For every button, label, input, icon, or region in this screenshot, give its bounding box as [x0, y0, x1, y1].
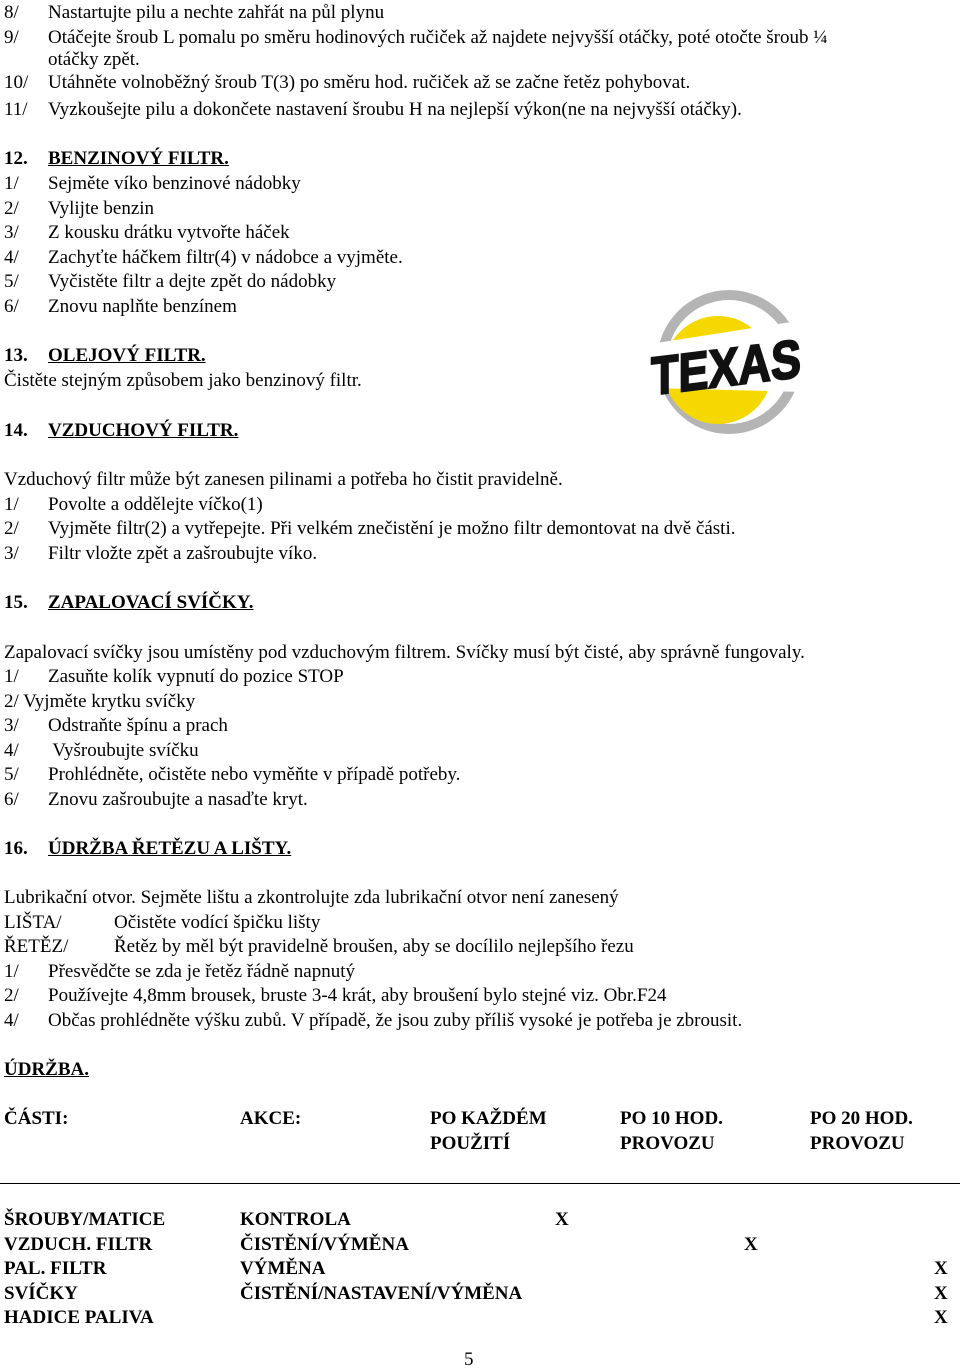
table-cell-mark: X — [934, 1283, 948, 1304]
list-item: 2/ Vyjměte filtr(2) a vytřepejte. Při velkém znečistění je možno filtr demontovat na dvě části. — [4, 518, 736, 539]
table-cell-action: ČISTĚNÍ/VÝMĚNA — [240, 1234, 409, 1255]
table-header: ČÁSTI: — [4, 1108, 69, 1129]
table-header: PO KAŽDÉM — [430, 1108, 547, 1129]
paragraph: Vzduchový filtr může být zanesen pilinami a potřeba ho čistit pravidelně. — [4, 469, 563, 490]
list-item: 9/ Otáčejte šroub L pomalu po směru hodinových ručiček až najdete nejvyšší otáčky, poté otočte šroub ¼ — [4, 27, 828, 48]
list-item: 1/ Povolte a oddělejte víčko(1) — [4, 494, 263, 515]
table-cell-part: VZDUCH. FILTR — [4, 1234, 153, 1255]
logo-text: TEXAS — [651, 325, 831, 408]
table-cell-part: ŠROUBY/MATICE — [4, 1209, 166, 1230]
list-item: 8/ Nastartujte pilu a nechte zahřát na půl plynu — [4, 2, 385, 23]
table-cell-action: VÝMĚNA — [240, 1258, 326, 1279]
section-heading-udrzba-retezu: 16. ÚDRŽBA ŘETĚZU A LIŠTY. — [4, 838, 292, 859]
list-item: 3/ Z kousku drátku vytvořte háček — [4, 222, 290, 243]
list-item: 5/ Prohlédněte, očistěte nebo vyměňte v případě potřeby. — [4, 764, 461, 785]
table-cell-mark: X — [744, 1234, 758, 1255]
table-header: PO 10 HOD. — [620, 1108, 723, 1129]
list-item: 4/ Vyšroubujte svíčku — [4, 740, 199, 761]
table-header: POUŽITÍ — [430, 1133, 511, 1154]
section-heading-vzduchovy-filtr: 14. VZDUCHOVÝ FILTR. — [4, 420, 239, 441]
list-item: ŘETĚZ/ Řetěz by měl být pravidelně broušen, aby se docílilo nejlepšího řezu — [4, 936, 634, 957]
list-item: 6/ Znovu naplňte benzínem — [4, 296, 237, 317]
list-item: 11/ Vyzkoušejte pilu a dokončete nastavení šroubu H na nejlepší výkon(ne na nejvyšší otáčky). — [4, 99, 742, 120]
list-item: LIŠTA/ Očistěte vodící špičku lišty — [4, 912, 321, 933]
list-item: 2/ Používejte 4,8mm brousek, bruste 3-4 krát, aby broušení bylo stejné viz. Obr.F24 — [4, 985, 667, 1006]
table-header: PO 20 HOD. — [810, 1108, 913, 1129]
maintenance-title: ÚDRŽBA. — [4, 1059, 89, 1080]
section-heading-olejovy-filtr: 13. OLEJOVÝ FILTR. — [4, 345, 206, 366]
table-header: PROVOZU — [810, 1133, 905, 1154]
list-item: 3/ Filtr vložte zpět a zašroubujte víko. — [4, 543, 318, 564]
list-item: 4/ Občas prohlédněte výšku zubů. V případě, že jsou zuby příliš vysoké je potřeba je zbrousit. — [4, 1010, 743, 1031]
list-item: 2/ Vylijte benzin — [4, 198, 155, 219]
list-item: 1/ Zasuňte kolík vypnutí do pozice STOP — [4, 666, 344, 687]
table-cell-part: PAL. FILTR — [4, 1258, 107, 1279]
table-header: PROVOZU — [620, 1133, 715, 1154]
table-cell-part: HADICE PALIVA — [4, 1307, 154, 1328]
section-heading-benzinovy-filtr: 12. BENZINOVÝ FILTR. — [4, 148, 229, 169]
table-cell-mark: X — [934, 1307, 948, 1328]
paragraph: Lubrikační otvor. Sejměte lištu a zkontrolujte zda lubrikační otvor není zanesený — [4, 887, 619, 908]
list-item: 1/ Sejměte víko benzinové nádobky — [4, 173, 301, 194]
table-cell-part: SVÍČKY — [4, 1283, 78, 1304]
table-cell-action: KONTROLA — [240, 1209, 351, 1230]
list-item: otáčky zpět. — [48, 49, 140, 70]
divider — [0, 1183, 960, 1184]
table-cell-mark: X — [934, 1258, 948, 1279]
table-cell-mark: X — [555, 1209, 569, 1230]
list-item: 1/ Přesvědčte se zda je řetěz řádně napnutý — [4, 961, 356, 982]
paragraph: Zapalovací svíčky jsou umístěny pod vzduchovým filtrem. Svíčky musí být čisté, aby správně fungovaly. — [4, 642, 805, 663]
list-item: 5/ Vyčistěte filtr a dejte zpět do nádobky — [4, 271, 337, 292]
paragraph: Čistěte stejným způsobem jako benzinový filtr. — [4, 370, 362, 391]
list-item: 2/ Vyjměte krytku svíčky — [4, 691, 196, 712]
section-heading-zapalovaci-svicky: 15. ZAPALOVACÍ SVÍČKY. — [4, 592, 254, 613]
page-number: 5 — [464, 1349, 474, 1370]
texas-logo — [644, 286, 831, 438]
list-item: 10/ Utáhněte volnoběžný šroub T(3) po směru hod. ručiček až se začne řetěz pohybovat. — [4, 72, 691, 93]
table-cell-action: ČISTĚNÍ/NASTAVENÍ/VÝMĚNA — [240, 1283, 523, 1304]
list-item: 4/ Zachyťte háčkem filtr(4) v nádobce a vyjměte. — [4, 247, 403, 268]
list-item: 3/ Odstraňte špínu a prach — [4, 715, 228, 736]
table-header: AKCE: — [240, 1108, 302, 1129]
list-item: 6/ Znovu zašroubujte a nasaďte kryt. — [4, 789, 308, 810]
